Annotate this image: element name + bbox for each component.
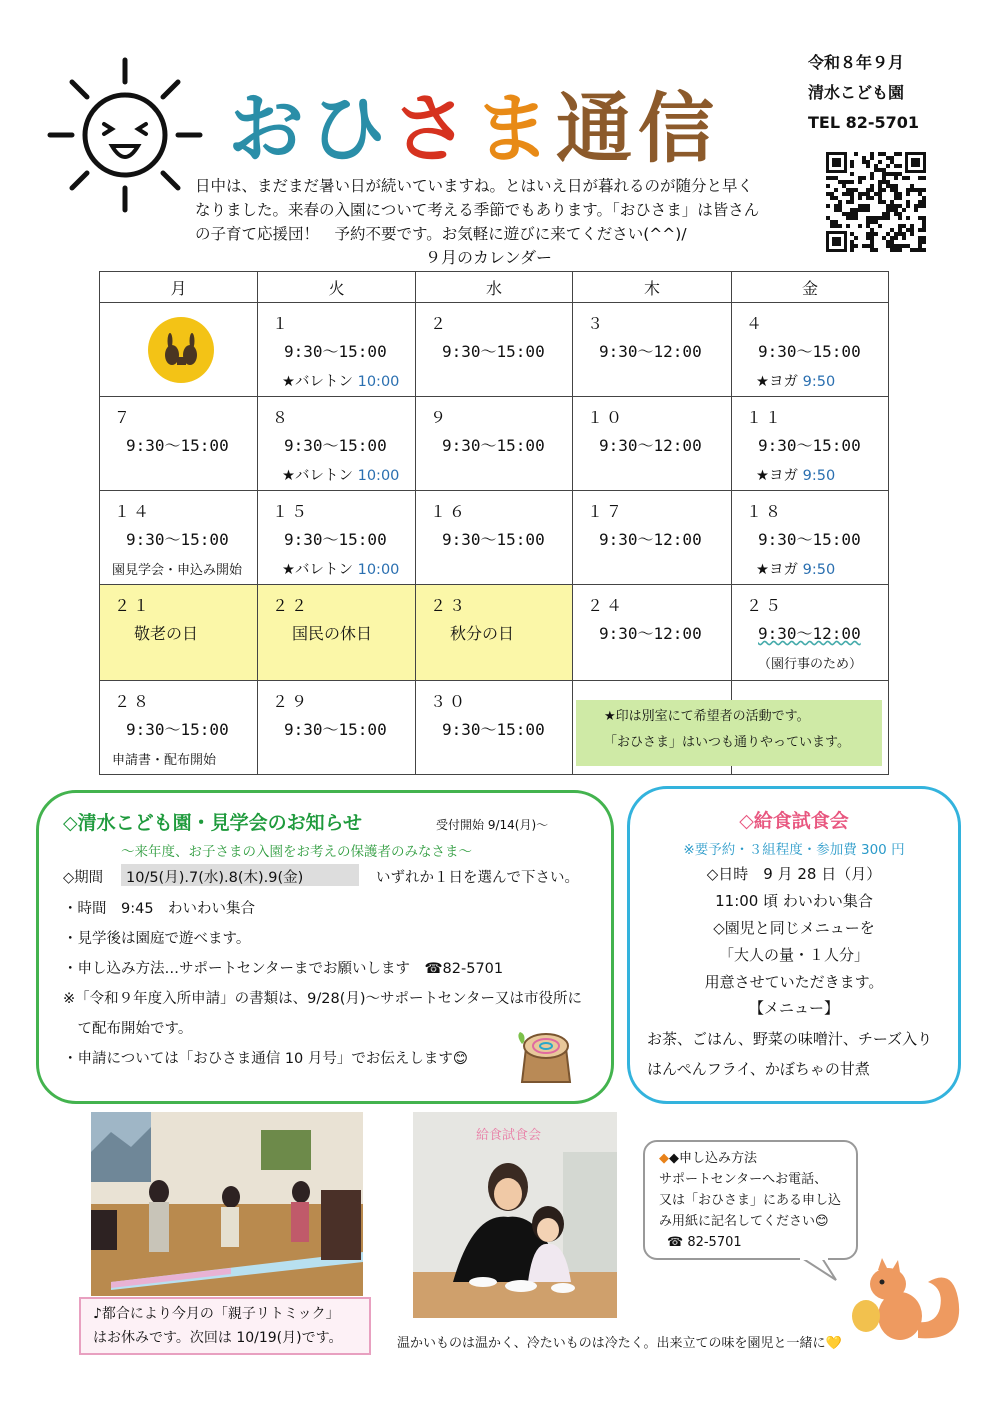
legend-line: ★印は別室にて希望者の活動です。 <box>604 709 810 724</box>
calendar-open-hours: 9:30～15:00 <box>284 436 387 455</box>
tour-line: ・見学後は園庭で遊べます。 <box>63 931 251 947</box>
tour-received-date: 受付開始 9/14(月)～ <box>436 818 549 832</box>
calendar-day-cell <box>573 397 732 491</box>
lunch-menu-line: はんぺんフライ、かぼちゃの甘煮 <box>647 1060 870 1078</box>
tour-period-label: ◇期間 <box>63 870 104 886</box>
calendar-event-time: 10:00 <box>357 562 400 578</box>
calendar-note: （園行事のため） <box>758 657 863 672</box>
calendar-day-number: ２ <box>430 314 450 333</box>
title-char: 信 <box>638 84 720 173</box>
apply-line: サポートセンターへお電話、 <box>659 1172 828 1187</box>
title-char: ひ <box>310 84 392 173</box>
calendar-day-number: １ <box>272 314 292 333</box>
qr-code[interactable] <box>826 152 926 252</box>
apply-line: み用紙に記名してください😊 <box>659 1214 829 1229</box>
apply-tel: ☎ 82-5701 <box>667 1235 742 1250</box>
calendar-event-name: ★ヨガ <box>756 562 803 578</box>
calendar-day-cell <box>416 397 573 491</box>
calendar-day-number: ２２ <box>272 596 311 615</box>
calendar-open-hours: 9:30～12:00 <box>599 342 702 361</box>
calendar-open-hours: 9:30～15:00 <box>758 436 861 455</box>
calendar-day-number: ３ <box>587 314 607 333</box>
calendar-open-hours: 9:30～12:00 <box>599 624 702 643</box>
calendar-holiday-label: 秋分の日 <box>450 624 515 643</box>
tour-title: ◇清水こども園・見学会のお知らせ <box>63 812 363 834</box>
lunch-menu-line: お茶、ごはん、野菜の味噌汁、チーズ入り <box>647 1030 933 1048</box>
calendar-day-cell <box>100 303 258 397</box>
calendar-note: 申請書・配布開始 <box>112 753 217 768</box>
calendar-day-cell <box>416 303 573 397</box>
caption-line: ♪都合により今月の「親子リトミック」 <box>93 1306 340 1322</box>
calendar-day-number: ２１ <box>114 596 153 615</box>
calendar-day-number: ９ <box>430 408 450 427</box>
intro-line: の子育て応援団！ 予約不要です。お気軽に遊びに来てください(^^)/ <box>195 225 687 243</box>
tour-line: て配布開始です。 <box>63 1021 193 1037</box>
tour-line: ・申請については「おひさま通信 10 月号」でお伝えします😊 <box>63 1051 468 1067</box>
calendar-day-number: ２５ <box>746 596 785 615</box>
calendar-open-hours: 9:30～12:00 <box>599 530 702 549</box>
intro-line: なりました。来春の入園について考える季節でもあります。「おひさま」は皆さん <box>195 201 760 219</box>
tour-line: ・申し込み方法…サポートセンターまでお願いします ☎82-5701 <box>63 961 504 977</box>
apply-method-bubble <box>643 1140 858 1260</box>
calendar-legend <box>576 700 882 766</box>
calendar-event-time: 9:50 <box>802 562 836 578</box>
calendar-day-cell <box>573 585 732 681</box>
organization-info <box>808 48 919 138</box>
rhythmic-class-photo <box>91 1112 363 1296</box>
calendar-day-cell <box>258 397 416 491</box>
calendar-day-number: ４ <box>746 314 766 333</box>
apply-line: 又は「おひさま」にある申し込 <box>659 1193 842 1208</box>
weekday-mon: 月 <box>100 272 258 303</box>
calendar-event-time: 10:00 <box>357 468 400 484</box>
calendar-title: ９月のカレンダー <box>425 248 552 267</box>
calendar-day-number: ２９ <box>272 692 311 711</box>
lunch-photo-label: 給食試食会 <box>476 1128 542 1143</box>
calendar-day-number: ２８ <box>114 692 153 711</box>
title-char: さ <box>392 84 474 173</box>
weekday-fri: 金 <box>732 272 889 303</box>
calendar-open-hours: 9:30～15:00 <box>442 530 545 549</box>
calendar-day-cell <box>258 303 416 397</box>
calendar-open-hours: 9:30～15:00 <box>758 530 861 549</box>
calendar-event <box>282 370 399 391</box>
calendar-open-hours: 9:30～15:00 <box>442 720 545 739</box>
sun-illustration <box>40 50 210 220</box>
tour-period-note: いずれか１日を選んで下さい。 <box>376 870 579 886</box>
org-tel: TEL 82-5701 <box>808 113 920 132</box>
calendar-week-row <box>100 397 889 491</box>
caption-line: はお休みです。次回は 10/19(月)です。 <box>93 1330 343 1346</box>
calendar-day-cell <box>416 585 573 681</box>
tree-stump-icon <box>512 1026 580 1086</box>
lunch-line: ◇園児と同じメニューを <box>713 919 875 937</box>
calendar-day-cell <box>258 585 416 681</box>
calendar-event <box>756 558 835 579</box>
calendar-open-hours: 9:30～15:00 <box>126 720 229 739</box>
calendar-event-time: 10:00 <box>357 374 400 390</box>
intro-text <box>195 174 820 246</box>
calendar-day-cell <box>732 303 889 397</box>
title-char: ま <box>474 84 556 173</box>
calendar-day-cell <box>416 491 573 585</box>
tour-subtitle: ～来年度、お子さまの入園をお考えの保護者のみなさま～ <box>121 844 472 860</box>
calendar-event <box>282 464 399 485</box>
calendar-day-number: １５ <box>272 502 311 521</box>
calendar-day-number: １６ <box>430 502 469 521</box>
calendar-day-cell <box>416 681 573 775</box>
lunch-menu-heading: 【メニュー】 <box>748 999 839 1017</box>
calendar-open-hours: 9:30～15:00 <box>126 436 229 455</box>
calendar-week-row <box>100 491 889 585</box>
calendar-day-cell <box>732 585 889 681</box>
calendar-open-hours: 9:30～15:00 <box>284 530 387 549</box>
tour-line: ※「令和９年度入所申請」の書類は、9/28(月)～サポートセンター又は市役所に <box>63 991 583 1007</box>
lunch-subtitle: ※要予約・３組程度・参加費 300 円 <box>683 842 905 858</box>
calendar-event-time: 9:50 <box>802 374 836 390</box>
calendar-event-name: ★ヨガ <box>756 374 803 390</box>
calendar-open-hours: 9:30～12:00 <box>758 624 861 643</box>
lunch-line: 用意させていただきます。 <box>704 973 884 991</box>
weekday-thu: 木 <box>573 272 732 303</box>
lunch-line: 「大人の量・１人分」 <box>718 946 869 964</box>
calendar-day-cell <box>258 681 416 775</box>
calendar-day-number: ８ <box>272 408 292 427</box>
rhythmic-caption <box>79 1297 371 1355</box>
title-char: 通 <box>556 84 638 173</box>
calendar-open-hours: 9:30～15:00 <box>284 720 387 739</box>
calendar-day-cell <box>732 491 889 585</box>
calendar-day-cell <box>100 491 258 585</box>
calendar-day-number: ２４ <box>587 596 626 615</box>
calendar-open-hours: 9:30～15:00 <box>126 530 229 549</box>
calendar-event-name: ★ヨガ <box>756 468 803 484</box>
calendar-open-hours: 9:30～12:00 <box>599 436 702 455</box>
calendar-day-cell <box>732 397 889 491</box>
calendar-event-time: 9:50 <box>802 468 836 484</box>
calendar-day-cell <box>100 585 258 681</box>
lunch-line: ◇日時 9 月 28 日（月） <box>706 865 882 883</box>
intro-line: 日中は、まだまだ暑い日が続いていますね。とはいえ日が暮れるのが随分と早く <box>195 177 754 195</box>
calendar-open-hours: 9:30～15:00 <box>442 436 545 455</box>
weekday-tue: 火 <box>258 272 416 303</box>
newsletter-title <box>228 68 720 177</box>
speech-bubble-tail <box>800 1258 840 1282</box>
calendar-day-cell <box>573 491 732 585</box>
lunch-line: 11:00 頃 わいわい集合 <box>715 892 873 910</box>
apply-title: ◆◆申し込み方法 <box>659 1151 757 1166</box>
calendar-day-cell <box>258 491 416 585</box>
calendar-note: 園見学会・申込み開始 <box>112 563 243 578</box>
moon-rabbit-icon <box>146 315 216 385</box>
calendar-event <box>756 370 835 391</box>
squirrel-icon <box>848 1258 966 1346</box>
lunch-title: ◇給食試食会 <box>739 810 849 832</box>
calendar-week-row <box>100 585 889 681</box>
calendar-holiday-label: 国民の休日 <box>292 624 373 643</box>
apply-title-text: ◆申し込み方法 <box>669 1151 757 1166</box>
calendar-week-row <box>100 303 889 397</box>
calendar-event-name: ★バレトン <box>282 468 358 484</box>
lunch-photo-caption: 温かいものは温かく、冷たいものは冷たく。出来立ての味を園児と一緒に💛 <box>397 1336 842 1351</box>
calendar-event <box>282 558 399 579</box>
calendar-day-number: ７ <box>114 408 134 427</box>
calendar-day-number: ２３ <box>430 596 469 615</box>
tour-line: ・時間 9:45 わいわい集合 <box>63 901 256 917</box>
legend-line: 「おひさま」はいつも通りやっています。 <box>604 735 850 750</box>
calendar-day-number: ３０ <box>430 692 469 711</box>
calendar-day-cell <box>100 397 258 491</box>
calendar-open-hours: 9:30～15:00 <box>758 342 861 361</box>
calendar-day-number: １７ <box>587 502 626 521</box>
calendar-day-number: １０ <box>587 408 626 427</box>
calendar-event-name: ★バレトン <box>282 562 358 578</box>
calendar-holiday-label: 敬老の日 <box>134 624 199 643</box>
tour-period: 10/5(月).7(水).8(木).9(金) <box>126 870 304 886</box>
weekday-wed: 水 <box>416 272 573 303</box>
calendar-day-number: １８ <box>746 502 785 521</box>
calendar-day-number: １４ <box>114 502 153 521</box>
title-char: お <box>228 84 310 173</box>
calendar-day-cell <box>100 681 258 775</box>
calendar-open-hours: 9:30～15:00 <box>284 342 387 361</box>
calendar-event <box>756 464 835 485</box>
calendar-day-cell <box>573 303 732 397</box>
calendar-event-name: ★バレトン <box>282 374 358 390</box>
org-name: 清水こども園 <box>808 83 905 102</box>
issue-date: 令和８年９月 <box>808 53 905 72</box>
calendar-open-hours: 9:30～15:00 <box>442 342 545 361</box>
calendar-day-number: １１ <box>746 408 785 427</box>
